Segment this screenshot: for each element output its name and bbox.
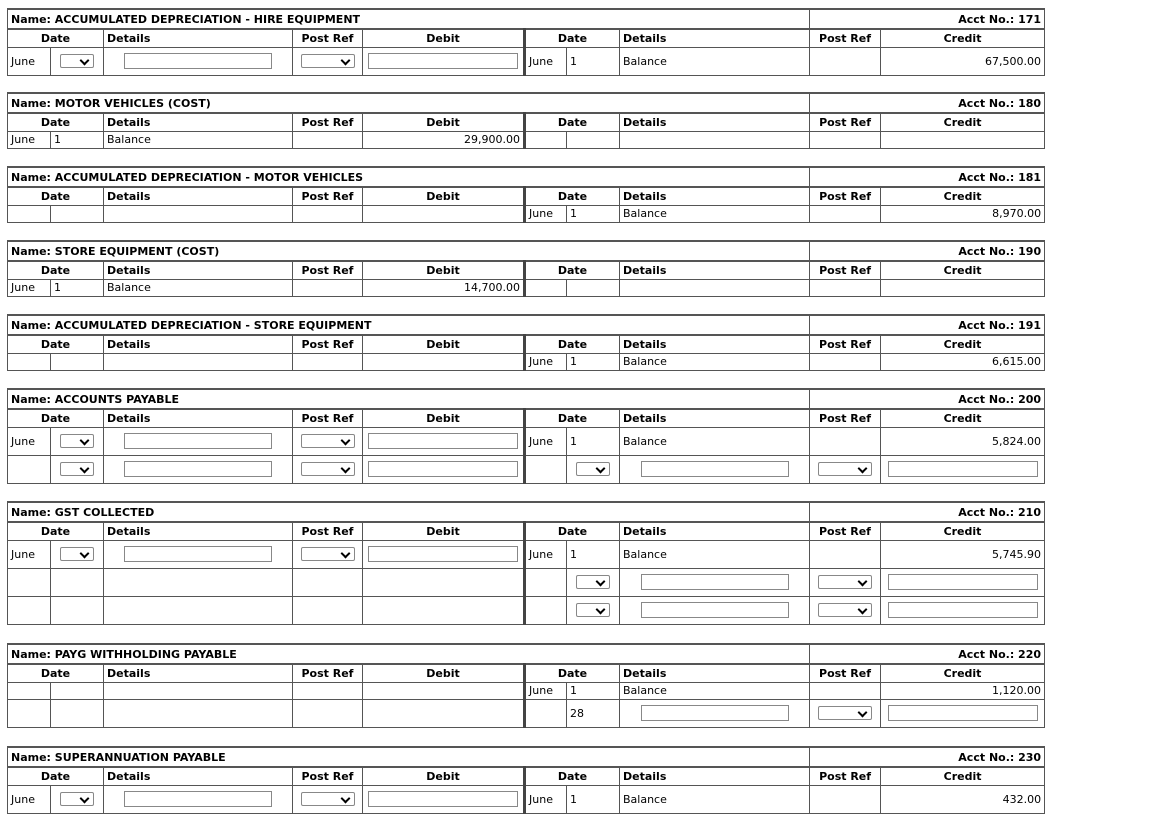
debit-details-input[interactable] bbox=[124, 791, 272, 807]
debit-month-cell: June bbox=[8, 427, 51, 455]
credit-details-input[interactable] bbox=[641, 574, 789, 590]
ledger-account-180 bbox=[7, 92, 1044, 149]
debit-post-ref-header: Post Ref bbox=[293, 335, 363, 353]
debit-day-cell bbox=[51, 596, 104, 624]
ledger-table bbox=[7, 8, 1045, 76]
debit-details-cell bbox=[104, 568, 293, 596]
credit-details-header: Details bbox=[620, 261, 810, 279]
debit-date-header: Date bbox=[8, 664, 104, 682]
account-number: Acct No.: 171 bbox=[810, 9, 1045, 29]
debit-post-ref-cell bbox=[293, 279, 363, 296]
debit-header: Debit bbox=[363, 335, 525, 353]
ledger-row bbox=[8, 455, 1045, 483]
debit-day-cell bbox=[51, 455, 104, 483]
ledger-table bbox=[7, 643, 1045, 728]
ledger-account-210 bbox=[7, 501, 1044, 625]
credit-day-cell bbox=[567, 568, 620, 596]
ledger-account-191 bbox=[7, 314, 1044, 371]
credit-date-header: Date bbox=[525, 664, 620, 682]
account-number: Acct No.: 210 bbox=[810, 502, 1045, 522]
debit-details-cell bbox=[104, 47, 293, 75]
credit-month-cell: June bbox=[525, 540, 567, 568]
account-name: Name: ACCUMULATED DEPRECIATION - HIRE EQUIPMENT bbox=[8, 9, 810, 29]
debit-header: Debit bbox=[363, 409, 525, 427]
debit-amount-cell: 14,700.00 bbox=[363, 279, 525, 296]
credit-month-cell: June bbox=[525, 353, 567, 370]
debit-amount-cell: 29,900.00 bbox=[363, 131, 525, 148]
credit-header: Credit bbox=[881, 261, 1045, 279]
account-name: Name: ACCOUNTS PAYABLE bbox=[8, 389, 810, 409]
account-name: Name: SUPERANNUATION PAYABLE bbox=[8, 747, 810, 767]
debit-details-input[interactable] bbox=[124, 433, 272, 449]
debit-post-ref-cell bbox=[293, 131, 363, 148]
debit-header: Debit bbox=[363, 187, 525, 205]
credit-month-cell bbox=[525, 596, 567, 624]
debit-month-cell bbox=[8, 699, 51, 727]
credit-day-select[interactable] bbox=[576, 575, 610, 589]
account-name: Name: ACCUMULATED DEPRECIATION - STORE EQUIPMENT bbox=[8, 315, 810, 335]
debit-details-cell bbox=[104, 205, 293, 222]
credit-day-cell: 1 bbox=[567, 353, 620, 370]
credit-details-header: Details bbox=[620, 29, 810, 47]
credit-post-ref-cell bbox=[810, 47, 881, 75]
credit-details-header: Details bbox=[620, 767, 810, 785]
credit-month-cell bbox=[525, 699, 567, 727]
ledger-row bbox=[8, 682, 1045, 699]
credit-amount-input[interactable] bbox=[888, 602, 1038, 618]
debit-month-cell: June bbox=[8, 279, 51, 296]
debit-header: Debit bbox=[363, 29, 525, 47]
credit-day-cell: 1 bbox=[567, 785, 620, 813]
debit-day-select[interactable] bbox=[60, 54, 94, 68]
debit-amount-cell bbox=[363, 682, 525, 699]
debit-day-cell bbox=[51, 682, 104, 699]
ledger-row bbox=[8, 131, 1045, 148]
credit-day-select[interactable] bbox=[576, 603, 610, 617]
credit-details-cell: Balance bbox=[620, 47, 810, 75]
debit-details-header: Details bbox=[104, 409, 293, 427]
credit-day-select[interactable] bbox=[576, 462, 610, 476]
ledger-account-200 bbox=[7, 388, 1044, 484]
credit-date-header: Date bbox=[525, 187, 620, 205]
debit-amount-input[interactable] bbox=[368, 791, 518, 807]
credit-header: Credit bbox=[881, 767, 1045, 785]
credit-amount-cell bbox=[881, 279, 1045, 296]
credit-month-cell bbox=[525, 131, 567, 148]
credit-amount-input[interactable] bbox=[888, 705, 1038, 721]
debit-details-cell bbox=[104, 455, 293, 483]
credit-details-cell: Balance bbox=[620, 353, 810, 370]
credit-month-cell bbox=[525, 568, 567, 596]
debit-post-ref-header: Post Ref bbox=[293, 767, 363, 785]
account-name: Name: MOTOR VEHICLES (COST) bbox=[8, 93, 810, 113]
debit-day-cell bbox=[51, 699, 104, 727]
debit-post-ref-header: Post Ref bbox=[293, 664, 363, 682]
credit-post-ref-select[interactable] bbox=[818, 575, 872, 589]
credit-post-ref-cell bbox=[810, 455, 881, 483]
debit-details-header: Details bbox=[104, 261, 293, 279]
ledger-account-171 bbox=[7, 8, 1044, 76]
credit-details-cell bbox=[620, 568, 810, 596]
ledger-table bbox=[7, 92, 1045, 149]
credit-post-ref-select[interactable] bbox=[818, 603, 872, 617]
debit-details-cell bbox=[104, 596, 293, 624]
ledger-row bbox=[8, 353, 1045, 370]
credit-day-cell: 1 bbox=[567, 682, 620, 699]
credit-details-cell: Balance bbox=[620, 540, 810, 568]
credit-post-ref-header: Post Ref bbox=[810, 113, 881, 131]
debit-details-header: Details bbox=[104, 767, 293, 785]
credit-post-ref-header: Post Ref bbox=[810, 409, 881, 427]
ledger-table bbox=[7, 746, 1045, 814]
account-name: Name: STORE EQUIPMENT (COST) bbox=[8, 241, 810, 261]
credit-details-header: Details bbox=[620, 113, 810, 131]
debit-header: Debit bbox=[363, 113, 525, 131]
ledger-row bbox=[8, 205, 1045, 222]
debit-amount-input[interactable] bbox=[368, 546, 518, 562]
credit-amount-cell: 432.00 bbox=[881, 785, 1045, 813]
credit-amount-cell bbox=[881, 455, 1045, 483]
credit-post-ref-header: Post Ref bbox=[810, 29, 881, 47]
credit-header: Credit bbox=[881, 664, 1045, 682]
debit-post-ref-header: Post Ref bbox=[293, 409, 363, 427]
credit-month-cell: June bbox=[525, 785, 567, 813]
credit-post-ref-header: Post Ref bbox=[810, 335, 881, 353]
credit-header: Credit bbox=[881, 29, 1045, 47]
ledger-row bbox=[8, 596, 1045, 624]
credit-month-cell: June bbox=[525, 47, 567, 75]
credit-post-ref-cell bbox=[810, 353, 881, 370]
debit-day-cell bbox=[51, 540, 104, 568]
credit-post-ref-cell bbox=[810, 205, 881, 222]
credit-post-ref-header: Post Ref bbox=[810, 664, 881, 682]
debit-details-cell bbox=[104, 427, 293, 455]
ledger-account-220 bbox=[7, 643, 1044, 728]
credit-post-ref-cell bbox=[810, 540, 881, 568]
debit-post-ref-header: Post Ref bbox=[293, 522, 363, 540]
debit-details-cell bbox=[104, 682, 293, 699]
credit-amount-cell bbox=[881, 596, 1045, 624]
credit-day-cell: 28 bbox=[567, 699, 620, 727]
debit-post-ref-header: Post Ref bbox=[293, 187, 363, 205]
debit-details-cell bbox=[104, 540, 293, 568]
debit-post-ref-cell bbox=[293, 47, 363, 75]
credit-amount-cell bbox=[881, 699, 1045, 727]
credit-amount-cell: 67,500.00 bbox=[881, 47, 1045, 75]
credit-amount-cell bbox=[881, 568, 1045, 596]
credit-post-ref-header: Post Ref bbox=[810, 767, 881, 785]
credit-amount-cell: 8,970.00 bbox=[881, 205, 1045, 222]
credit-day-cell bbox=[567, 596, 620, 624]
credit-header: Credit bbox=[881, 522, 1045, 540]
debit-month-cell bbox=[8, 682, 51, 699]
debit-header: Debit bbox=[363, 522, 525, 540]
debit-day-select[interactable] bbox=[60, 434, 94, 448]
debit-details-header: Details bbox=[104, 664, 293, 682]
debit-date-header: Date bbox=[8, 29, 104, 47]
debit-details-header: Details bbox=[104, 29, 293, 47]
credit-amount-cell: 5,824.00 bbox=[881, 427, 1045, 455]
debit-details-header: Details bbox=[104, 187, 293, 205]
credit-date-header: Date bbox=[525, 409, 620, 427]
credit-date-header: Date bbox=[525, 261, 620, 279]
debit-day-cell bbox=[51, 427, 104, 455]
credit-details-cell bbox=[620, 279, 810, 296]
credit-day-cell: 1 bbox=[567, 540, 620, 568]
credit-details-header: Details bbox=[620, 409, 810, 427]
credit-post-ref-header: Post Ref bbox=[810, 261, 881, 279]
credit-date-header: Date bbox=[525, 113, 620, 131]
debit-amount-cell bbox=[363, 427, 525, 455]
debit-post-ref-select[interactable] bbox=[301, 547, 355, 561]
debit-details-header: Details bbox=[104, 335, 293, 353]
credit-post-ref-cell bbox=[810, 427, 881, 455]
credit-date-header: Date bbox=[525, 767, 620, 785]
debit-post-ref-select[interactable] bbox=[301, 462, 355, 476]
ledger-account-190 bbox=[7, 240, 1044, 297]
debit-day-cell: 1 bbox=[51, 279, 104, 296]
debit-post-ref-cell bbox=[293, 205, 363, 222]
credit-month-cell: June bbox=[525, 682, 567, 699]
debit-details-input[interactable] bbox=[124, 546, 272, 562]
credit-month-cell bbox=[525, 455, 567, 483]
credit-post-ref-cell bbox=[810, 568, 881, 596]
debit-day-cell: 1 bbox=[51, 131, 104, 148]
credit-details-input[interactable] bbox=[641, 602, 789, 618]
credit-post-ref-cell bbox=[810, 131, 881, 148]
debit-details-cell: Balance bbox=[104, 131, 293, 148]
credit-amount-input[interactable] bbox=[888, 461, 1038, 477]
credit-details-input[interactable] bbox=[641, 705, 789, 721]
debit-amount-cell bbox=[363, 47, 525, 75]
debit-details-input[interactable] bbox=[124, 53, 272, 69]
credit-post-ref-cell bbox=[810, 596, 881, 624]
credit-details-cell: Balance bbox=[620, 427, 810, 455]
credit-details-header: Details bbox=[620, 187, 810, 205]
debit-post-ref-cell bbox=[293, 353, 363, 370]
ledger-table bbox=[7, 501, 1045, 625]
debit-amount-input[interactable] bbox=[368, 461, 518, 477]
ledger-row bbox=[8, 699, 1045, 727]
debit-amount-cell bbox=[363, 785, 525, 813]
credit-day-cell: 1 bbox=[567, 427, 620, 455]
debit-month-cell: June bbox=[8, 47, 51, 75]
debit-post-ref-cell bbox=[293, 568, 363, 596]
debit-month-cell: June bbox=[8, 131, 51, 148]
debit-amount-cell bbox=[363, 455, 525, 483]
debit-month-cell bbox=[8, 353, 51, 370]
debit-date-header: Date bbox=[8, 335, 104, 353]
debit-header: Debit bbox=[363, 767, 525, 785]
debit-amount-cell bbox=[363, 353, 525, 370]
credit-details-header: Details bbox=[620, 664, 810, 682]
ledger-table bbox=[7, 240, 1045, 297]
credit-details-cell bbox=[620, 131, 810, 148]
account-number: Acct No.: 191 bbox=[810, 315, 1045, 335]
debit-amount-cell bbox=[363, 596, 525, 624]
ledger-row bbox=[8, 568, 1045, 596]
credit-month-cell bbox=[525, 279, 567, 296]
credit-amount-cell: 6,615.00 bbox=[881, 353, 1045, 370]
credit-day-cell bbox=[567, 131, 620, 148]
credit-amount-cell: 5,745.90 bbox=[881, 540, 1045, 568]
credit-day-cell bbox=[567, 455, 620, 483]
debit-date-header: Date bbox=[8, 522, 104, 540]
debit-day-select[interactable] bbox=[60, 792, 94, 806]
credit-post-ref-header: Post Ref bbox=[810, 522, 881, 540]
credit-details-input[interactable] bbox=[641, 461, 789, 477]
account-name: Name: ACCUMULATED DEPRECIATION - MOTOR VEHICLES bbox=[8, 167, 810, 187]
credit-amount-cell: 1,120.00 bbox=[881, 682, 1045, 699]
debit-details-header: Details bbox=[104, 113, 293, 131]
debit-month-cell bbox=[8, 455, 51, 483]
debit-details-header: Details bbox=[104, 522, 293, 540]
ledger-account-230 bbox=[7, 746, 1044, 814]
account-number: Acct No.: 180 bbox=[810, 93, 1045, 113]
debit-date-header: Date bbox=[8, 767, 104, 785]
account-number: Acct No.: 181 bbox=[810, 167, 1045, 187]
credit-details-header: Details bbox=[620, 522, 810, 540]
credit-details-cell bbox=[620, 596, 810, 624]
credit-details-cell: Balance bbox=[620, 785, 810, 813]
credit-date-header: Date bbox=[525, 335, 620, 353]
debit-month-cell bbox=[8, 596, 51, 624]
debit-day-cell bbox=[51, 785, 104, 813]
debit-post-ref-select[interactable] bbox=[301, 792, 355, 806]
debit-amount-cell bbox=[363, 568, 525, 596]
debit-day-select[interactable] bbox=[60, 462, 94, 476]
ledger-row bbox=[8, 540, 1045, 568]
debit-amount-input[interactable] bbox=[368, 433, 518, 449]
debit-details-cell: Balance bbox=[104, 279, 293, 296]
debit-post-ref-select[interactable] bbox=[301, 54, 355, 68]
debit-post-ref-header: Post Ref bbox=[293, 113, 363, 131]
debit-date-header: Date bbox=[8, 261, 104, 279]
debit-month-cell: June bbox=[8, 785, 51, 813]
credit-day-cell: 1 bbox=[567, 47, 620, 75]
credit-header: Credit bbox=[881, 187, 1045, 205]
credit-post-ref-cell bbox=[810, 682, 881, 699]
debit-post-ref-cell bbox=[293, 699, 363, 727]
debit-post-ref-cell bbox=[293, 682, 363, 699]
debit-post-ref-cell bbox=[293, 455, 363, 483]
credit-amount-cell bbox=[881, 131, 1045, 148]
debit-day-cell bbox=[51, 568, 104, 596]
credit-details-header: Details bbox=[620, 335, 810, 353]
debit-details-input[interactable] bbox=[124, 461, 272, 477]
debit-day-cell bbox=[51, 353, 104, 370]
debit-header: Debit bbox=[363, 261, 525, 279]
credit-month-cell: June bbox=[525, 427, 567, 455]
debit-post-ref-cell bbox=[293, 427, 363, 455]
credit-header: Credit bbox=[881, 113, 1045, 131]
credit-details-cell bbox=[620, 699, 810, 727]
credit-details-cell: Balance bbox=[620, 682, 810, 699]
account-number: Acct No.: 220 bbox=[810, 644, 1045, 664]
debit-post-ref-cell bbox=[293, 596, 363, 624]
account-number: Acct No.: 190 bbox=[810, 241, 1045, 261]
debit-details-cell bbox=[104, 699, 293, 727]
debit-month-cell: June bbox=[8, 540, 51, 568]
credit-post-ref-select[interactable] bbox=[818, 706, 872, 720]
debit-post-ref-cell bbox=[293, 540, 363, 568]
ledger-row bbox=[8, 47, 1045, 75]
credit-day-cell: 1 bbox=[567, 205, 620, 222]
debit-amount-input[interactable] bbox=[368, 53, 518, 69]
debit-date-header: Date bbox=[8, 187, 104, 205]
credit-day-cell bbox=[567, 279, 620, 296]
account-number: Acct No.: 200 bbox=[810, 389, 1045, 409]
credit-date-header: Date bbox=[525, 522, 620, 540]
debit-amount-cell bbox=[363, 699, 525, 727]
credit-post-ref-cell bbox=[810, 699, 881, 727]
credit-date-header: Date bbox=[525, 29, 620, 47]
credit-post-ref-select[interactable] bbox=[818, 462, 872, 476]
debit-day-select[interactable] bbox=[60, 547, 94, 561]
credit-post-ref-header: Post Ref bbox=[810, 187, 881, 205]
ledger-row bbox=[8, 785, 1045, 813]
debit-post-ref-header: Post Ref bbox=[293, 261, 363, 279]
ledger-row bbox=[8, 427, 1045, 455]
ledger-table bbox=[7, 388, 1045, 484]
debit-details-cell bbox=[104, 785, 293, 813]
credit-header: Credit bbox=[881, 409, 1045, 427]
account-number: Acct No.: 230 bbox=[810, 747, 1045, 767]
credit-details-cell bbox=[620, 455, 810, 483]
credit-month-cell: June bbox=[525, 205, 567, 222]
ledger-table bbox=[7, 314, 1045, 371]
debit-amount-cell bbox=[363, 540, 525, 568]
credit-header: Credit bbox=[881, 335, 1045, 353]
ledger-row bbox=[8, 279, 1045, 296]
credit-post-ref-cell bbox=[810, 279, 881, 296]
debit-date-header: Date bbox=[8, 409, 104, 427]
debit-post-ref-select[interactable] bbox=[301, 434, 355, 448]
debit-month-cell bbox=[8, 205, 51, 222]
ledger-table bbox=[7, 166, 1045, 223]
debit-day-cell bbox=[51, 205, 104, 222]
debit-post-ref-cell bbox=[293, 785, 363, 813]
credit-post-ref-cell bbox=[810, 785, 881, 813]
account-name: Name: PAYG WITHHOLDING PAYABLE bbox=[8, 644, 810, 664]
debit-post-ref-header: Post Ref bbox=[293, 29, 363, 47]
ledger-account-181 bbox=[7, 166, 1044, 223]
debit-day-cell bbox=[51, 47, 104, 75]
debit-details-cell bbox=[104, 353, 293, 370]
credit-details-cell: Balance bbox=[620, 205, 810, 222]
debit-header: Debit bbox=[363, 664, 525, 682]
debit-date-header: Date bbox=[8, 113, 104, 131]
credit-amount-input[interactable] bbox=[888, 574, 1038, 590]
account-name: Name: GST COLLECTED bbox=[8, 502, 810, 522]
debit-amount-cell bbox=[363, 205, 525, 222]
debit-month-cell bbox=[8, 568, 51, 596]
